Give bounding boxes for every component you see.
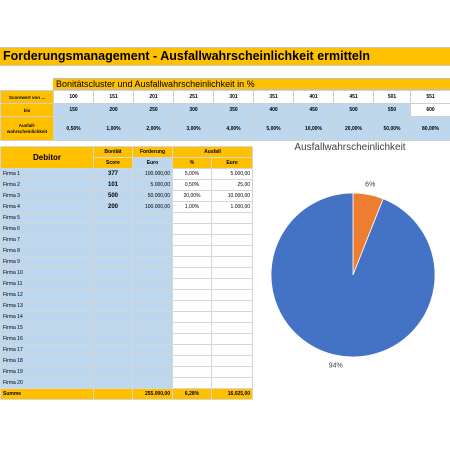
cluster-to-cell: 600 (411, 104, 450, 117)
ausfall-euro-cell[interactable] (212, 312, 253, 323)
score-cell[interactable] (94, 312, 133, 323)
sum-pct: 6,28% (173, 389, 212, 400)
table-row (1, 191, 253, 202)
cluster-from-cell: 251 (174, 91, 214, 104)
score-cell[interactable] (94, 356, 133, 367)
score-cell[interactable]: 500 (94, 191, 133, 202)
debitor-name-cell[interactable]: Firma 19 (1, 367, 94, 378)
cluster-from-cell: 551 (411, 91, 450, 104)
forderung-cell[interactable] (133, 312, 173, 323)
forderung-cell[interactable] (133, 301, 173, 312)
debitor-name-cell[interactable]: Firma 2 (1, 180, 94, 191)
table-row (1, 246, 253, 257)
ausfall-euro-cell[interactable]: 5.000,00 (212, 169, 253, 180)
cluster-from-cell: 501 (374, 91, 411, 104)
forderung-cell[interactable]: 100.000,00 (133, 169, 173, 180)
table-row (1, 378, 253, 389)
table-row (1, 345, 253, 356)
cluster-to-cell: 500 (334, 104, 374, 117)
ausfall-euro-cell[interactable] (212, 356, 253, 367)
score-cell[interactable] (94, 378, 133, 389)
forderung-cell[interactable] (133, 345, 173, 356)
table-row (1, 213, 253, 224)
ausfall-pct-cell[interactable] (173, 345, 212, 356)
ausfall-pct-cell[interactable] (173, 378, 212, 389)
cluster-to-cell: 300 (174, 104, 214, 117)
score-cell[interactable] (94, 290, 133, 301)
ausfall-pct-cell[interactable] (173, 224, 212, 235)
cluster-from-cell: 100 (54, 91, 94, 104)
subheader-score: Score (94, 158, 133, 169)
cluster-from-cell: 351 (254, 91, 294, 104)
score-cell[interactable] (94, 367, 133, 378)
cluster-prob-cell: 2,00% (134, 117, 174, 141)
table-row (1, 180, 253, 191)
sum-label: Summe (1, 389, 94, 400)
sum-euro: 16.025,00 (212, 389, 253, 400)
cluster-to-cell: 200 (94, 104, 134, 117)
ausfall-pct-cell[interactable] (173, 246, 212, 257)
score-cell[interactable] (94, 268, 133, 279)
table-row (1, 334, 253, 345)
cluster-prob-cell: 3,00% (174, 117, 214, 141)
forderung-cell[interactable] (133, 235, 173, 246)
pie-chart (258, 150, 448, 380)
ausfall-euro-cell[interactable] (212, 224, 253, 235)
debitor-name-cell[interactable]: Firma 1 (1, 169, 94, 180)
chart-title: Ausfallwahrscheinlichkeit (294, 142, 406, 153)
table-row (1, 235, 253, 246)
forderung-cell[interactable] (133, 367, 173, 378)
ausfall-pct-cell[interactable] (173, 213, 212, 224)
ausfall-euro-cell[interactable] (212, 246, 253, 257)
ausfall-euro-cell[interactable]: 25,00 (212, 180, 253, 191)
forderung-cell[interactable] (133, 378, 173, 389)
cluster-table (0, 90, 450, 141)
ausfall-pct-cell[interactable]: 0,50% (173, 180, 212, 191)
cluster-to-cell: 350 (214, 104, 254, 117)
debitor-name-cell[interactable]: Firma 14 (1, 312, 94, 323)
cluster-row-from (1, 91, 450, 104)
score-cell[interactable] (94, 279, 133, 290)
ausfall-euro-cell[interactable] (212, 268, 253, 279)
score-cell[interactable]: 377 (94, 169, 133, 180)
score-cell[interactable] (94, 235, 133, 246)
cluster-to-cell: 400 (254, 104, 294, 117)
cluster-from-cell: 401 (294, 91, 334, 104)
table-row (1, 268, 253, 279)
forderung-cell[interactable] (133, 246, 173, 257)
cluster-label-to: bis (1, 104, 54, 117)
cluster-prob-cell: 0,50% (54, 117, 94, 141)
score-cell[interactable]: 200 (94, 202, 133, 213)
ausfall-euro-cell[interactable] (212, 323, 253, 334)
forderung-cell[interactable] (133, 268, 173, 279)
debitor-name-cell[interactable]: Firma 3 (1, 191, 94, 202)
ausfall-euro-cell[interactable] (212, 257, 253, 268)
forderung-cell[interactable] (133, 224, 173, 235)
debitor-name-cell[interactable]: Firma 11 (1, 279, 94, 290)
score-cell[interactable] (94, 246, 133, 257)
score-cell[interactable]: 101 (94, 180, 133, 191)
ausfall-pct-cell[interactable]: 20,00% (173, 191, 212, 202)
forderung-cell[interactable]: 50.000,00 (133, 191, 173, 202)
debitor-name-cell[interactable]: Firma 8 (1, 246, 94, 257)
pie-data-label: 6% (365, 181, 376, 189)
cluster-from-cell: 201 (134, 91, 174, 104)
forderung-cell[interactable] (133, 279, 173, 290)
table-row (1, 224, 253, 235)
forderung-cell[interactable] (133, 213, 173, 224)
ausfall-euro-cell[interactable] (212, 378, 253, 389)
table-row (1, 202, 253, 213)
score-cell[interactable] (94, 345, 133, 356)
ausfall-pct-cell[interactable] (173, 312, 212, 323)
cluster-label-prob: Ausfall-wahrscheinlichkeit (1, 117, 54, 141)
score-cell[interactable] (94, 213, 133, 224)
sheet-title: Forderungsmanagement - Ausfallwahrscheinlichkeit ermitteln (3, 49, 370, 63)
table-row (1, 356, 253, 367)
cluster-label-from: Scorewert von ... (1, 91, 54, 104)
cluster-prob-cell: 80,00% (411, 117, 450, 141)
table-row (1, 367, 253, 378)
header-debitor: Debitor (1, 147, 94, 169)
pie-data-label: 94% (328, 362, 343, 370)
forderung-cell[interactable] (133, 356, 173, 367)
header-bonitaet: Bonität (94, 147, 133, 158)
table-row (1, 279, 253, 290)
forderung-cell[interactable] (133, 257, 173, 268)
ausfall-euro-cell[interactable] (212, 334, 253, 345)
sum-forderung: 255.000,00 (133, 389, 173, 400)
forderung-cell[interactable] (133, 334, 173, 345)
subheader-pct: % (173, 158, 212, 169)
debitor-name-cell[interactable]: Firma 18 (1, 356, 94, 367)
score-cell[interactable] (94, 334, 133, 345)
debitor-name-cell[interactable]: Firma 7 (1, 235, 94, 246)
ausfall-pct-cell[interactable] (173, 334, 212, 345)
ausfall-pct-cell[interactable] (173, 279, 212, 290)
debitor-name-cell[interactable]: Firma 17 (1, 345, 94, 356)
cluster-to-cell: 550 (374, 104, 411, 117)
score-cell[interactable] (94, 323, 133, 334)
debitor-name-cell[interactable]: Firma 12 (1, 290, 94, 301)
header-forderung: Forderung (133, 147, 173, 158)
ausfall-euro-cell[interactable] (212, 235, 253, 246)
cluster-to-cell: 450 (294, 104, 334, 117)
debitor-name-cell[interactable]: Firma 6 (1, 224, 94, 235)
table-row (1, 169, 253, 180)
score-cell[interactable] (94, 257, 133, 268)
ausfall-euro-cell[interactable]: 1.000,00 (212, 202, 253, 213)
subheader-euro2: Euro (212, 158, 253, 169)
cluster-from-cell: 151 (94, 91, 134, 104)
ausfall-euro-cell[interactable] (212, 279, 253, 290)
table-row (1, 301, 253, 312)
debtor-table (0, 146, 253, 400)
sum-row (1, 389, 253, 400)
cluster-to-cell: 150 (54, 104, 94, 117)
forderung-cell[interactable]: 5.000,00 (133, 180, 173, 191)
cluster-title: Bonitätscluster und Ausfallwahrscheinlichkeit in % (56, 79, 255, 89)
cluster-prob-cell: 1,00% (94, 117, 134, 141)
ausfall-pct-cell[interactable] (173, 367, 212, 378)
debitor-name-cell[interactable]: Firma 5 (1, 213, 94, 224)
debitor-name-cell[interactable]: Firma 10 (1, 268, 94, 279)
table-row (1, 312, 253, 323)
cluster-from-cell: 301 (214, 91, 254, 104)
table-row (1, 323, 253, 334)
score-cell[interactable] (94, 224, 133, 235)
cluster-row-prob (1, 117, 450, 141)
ausfall-pct-cell[interactable] (173, 356, 212, 367)
cluster-from-cell: 451 (334, 91, 374, 104)
forderung-cell[interactable]: 100.000,00 (133, 202, 173, 213)
ausfall-euro-cell[interactable] (212, 290, 253, 301)
ausfall-pct-cell[interactable] (173, 290, 212, 301)
pie-slice[interactable] (271, 193, 435, 357)
ausfall-pct-cell[interactable]: 1,00% (173, 202, 212, 213)
debitor-name-cell[interactable]: Firma 9 (1, 257, 94, 268)
table-row (1, 290, 253, 301)
cluster-prob-cell: 50,00% (374, 117, 411, 141)
ausfall-pct-cell[interactable] (173, 268, 212, 279)
score-cell[interactable] (94, 301, 133, 312)
ausfall-euro-cell[interactable] (212, 213, 253, 224)
cluster-prob-cell: 20,00% (334, 117, 374, 141)
ausfall-euro-cell[interactable] (212, 345, 253, 356)
ausfall-pct-cell[interactable] (173, 301, 212, 312)
table-row (1, 257, 253, 268)
debitor-name-cell[interactable]: Firma 13 (1, 301, 94, 312)
debitor-name-cell[interactable]: Firma 15 (1, 323, 94, 334)
debitor-name-cell[interactable]: Firma 16 (1, 334, 94, 345)
cluster-row-to (1, 104, 450, 117)
table-header-row (1, 147, 253, 158)
ausfall-pct-cell[interactable]: 5,00% (173, 169, 212, 180)
forderung-cell[interactable] (133, 323, 173, 334)
ausfall-pct-cell[interactable] (173, 257, 212, 268)
cluster-prob-cell: 10,00% (294, 117, 334, 141)
ausfall-euro-cell[interactable] (212, 367, 253, 378)
sum-empty (94, 389, 133, 400)
cluster-prob-cell: 5,00% (254, 117, 294, 141)
cluster-prob-cell: 4,00% (214, 117, 254, 141)
ausfall-pct-cell[interactable] (173, 323, 212, 334)
ausfall-euro-cell[interactable] (212, 301, 253, 312)
debitor-name-cell[interactable]: Firma 20 (1, 378, 94, 389)
cluster-to-cell: 250 (134, 104, 174, 117)
forderung-cell[interactable] (133, 290, 173, 301)
header-ausfall: Ausfall (173, 147, 253, 158)
subheader-euro: Euro (133, 158, 173, 169)
debitor-name-cell[interactable]: Firma 4 (1, 202, 94, 213)
ausfall-euro-cell[interactable]: 10.000,00 (212, 191, 253, 202)
ausfall-pct-cell[interactable] (173, 235, 212, 246)
